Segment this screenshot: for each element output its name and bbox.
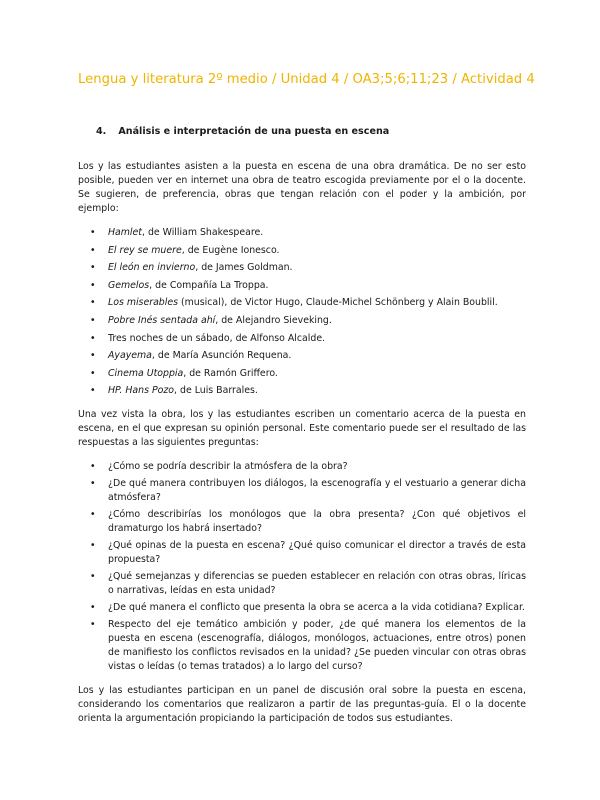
question-text: ¿Cómo se podría describir la atmósfera de la obra? bbox=[108, 461, 348, 473]
work-author: , de María Asunción Requena. bbox=[151, 350, 292, 362]
bullet-icon: • bbox=[90, 571, 96, 583]
question-list-item bbox=[78, 477, 526, 505]
work-author: , de Alejandro Sieveking. bbox=[215, 314, 332, 326]
question-text: ¿Qué opinas de la puesta en escena? ¿Qué quiso comunicar el director a través de esta propuesta? bbox=[108, 540, 526, 566]
section-heading bbox=[96, 126, 389, 137]
work-list-item bbox=[78, 226, 526, 240]
work-author: , de Compañía La Troppa. bbox=[149, 279, 269, 291]
intro-paragraph: Los y las estudiantes asisten a la puesta en escena de una obra dramática. De no ser esto posible, pueden ver en internet una obra de teatro escogida previamente por el o la docente. Se sugieren, de preferencia, obras que tengan relación con el poder y la ambición, por ejemplo: bbox=[78, 161, 526, 214]
question-text: ¿De qué manera contribuyen los diálogos, la escenografía y el vestuario a generar dicha atmósfera? bbox=[108, 478, 526, 504]
work-title: Cinema Utoppia bbox=[108, 367, 184, 379]
work-list-item bbox=[78, 279, 526, 293]
work-list-item bbox=[78, 367, 526, 381]
bullet-icon: • bbox=[90, 478, 96, 490]
work-title: El león en invierno bbox=[108, 262, 196, 274]
question-list-item bbox=[78, 460, 526, 474]
document-header: Lengua y literatura 2º medio / Unidad 4 / OA3;5;6;11;23 / Actividad 4 bbox=[78, 72, 535, 87]
bullet-icon: • bbox=[90, 461, 96, 473]
work-title: Gemelos bbox=[108, 279, 150, 291]
work-author: , de William Shakespeare. bbox=[141, 227, 264, 238]
bullet-icon: • bbox=[90, 619, 96, 631]
work-title: Los miserables bbox=[108, 297, 179, 309]
question-text: ¿Cómo describirías los monólogos que la obra presenta? ¿Con qué objetivos el dramaturgo los habrá insertado? bbox=[108, 509, 526, 535]
work-author: , de Eugène Ionesco. bbox=[181, 244, 280, 256]
work-title: Pobre Inés sentada ahí bbox=[108, 314, 216, 326]
bullet-icon: • bbox=[90, 314, 96, 326]
work-list-item bbox=[78, 244, 526, 258]
bullet-icon: • bbox=[90, 540, 96, 552]
work-list-item bbox=[78, 261, 526, 275]
bullet-icon: • bbox=[90, 227, 96, 238]
question-list-item bbox=[78, 570, 526, 598]
work-title: Hamlet bbox=[108, 227, 142, 238]
bullet-icon: • bbox=[90, 350, 96, 362]
question-list-item bbox=[78, 539, 526, 567]
work-author: , de James Goldman. bbox=[195, 262, 293, 274]
bullet-icon: • bbox=[90, 279, 96, 291]
work-list-item bbox=[78, 384, 526, 398]
section-title-text: Análisis e interpretación de una puesta en escena bbox=[118, 126, 390, 137]
question-text: ¿Qué semejanzas y diferencias se pueden establecer en relación con otras obras, líricas o narrativas, leídas en esta unidad? bbox=[108, 571, 526, 597]
work-title: Ayayema bbox=[108, 350, 152, 362]
document-body bbox=[78, 160, 526, 736]
question-list-item bbox=[78, 601, 526, 615]
comment-intro-paragraph: Una vez vista la obra, los y las estudiantes escriben un comentario acerca de la puesta en escena, en el que expresan su opinión personal. Este comentario puede ser el resultado de las respuestas a las siguientes preguntas: bbox=[78, 409, 526, 449]
bullet-icon: • bbox=[90, 297, 96, 309]
question-list-item bbox=[78, 508, 526, 536]
bullet-icon: • bbox=[90, 262, 96, 274]
bullet-icon: • bbox=[90, 367, 96, 379]
bullet-icon: • bbox=[90, 509, 96, 521]
guiding-questions-list bbox=[78, 460, 526, 674]
work-author: , de Luis Barrales. bbox=[174, 385, 258, 397]
work-list-item bbox=[78, 314, 526, 328]
bullet-icon: • bbox=[90, 385, 96, 397]
work-author: (musical), de Victor Hugo, Claude-Michel Schönberg y Alain Boublil. bbox=[178, 297, 498, 309]
work-list-item bbox=[78, 296, 526, 310]
work-list-item bbox=[78, 349, 526, 363]
bullet-icon: • bbox=[90, 602, 96, 614]
question-text: ¿De qué manera el conflicto que presenta la obra se acerca a la vida cotidiana? Explicar. bbox=[108, 602, 525, 614]
closing-paragraph: Los y las estudiantes participan en un panel de discusión oral sobre la puesta en escena, considerando los comentarios que realizaron a partir de las preguntas-guía. El o la docente orienta la argumentación propiciando la participación de todos sus estudiantes. bbox=[78, 685, 526, 725]
work-list-item bbox=[78, 332, 526, 346]
bullet-icon: • bbox=[90, 244, 96, 256]
work-title: HP. Hans Pozo bbox=[108, 385, 175, 397]
suggested-works-list bbox=[78, 226, 526, 398]
section-number: 4. bbox=[96, 126, 107, 137]
question-text: Respecto del eje temático ambición y poder, ¿de qué manera los elementos de la puesta en escena (escenografía, diálogos, monólogos, actuaciones, entre otros) ponen de manifiesto los conflictos revisados en la unidad? ¿Se pueden vincular con otras obras vistas o leídas (o temas tratados) a lo largo del curso? bbox=[108, 619, 526, 673]
bullet-icon: • bbox=[90, 332, 96, 344]
work-title: El rey se muere bbox=[108, 244, 182, 256]
question-list-item bbox=[78, 618, 526, 674]
work-author: , de Ramón Griffero. bbox=[183, 367, 278, 379]
work-author: Tres noches de un sábado, de Alfonso Alcalde. bbox=[108, 332, 326, 344]
